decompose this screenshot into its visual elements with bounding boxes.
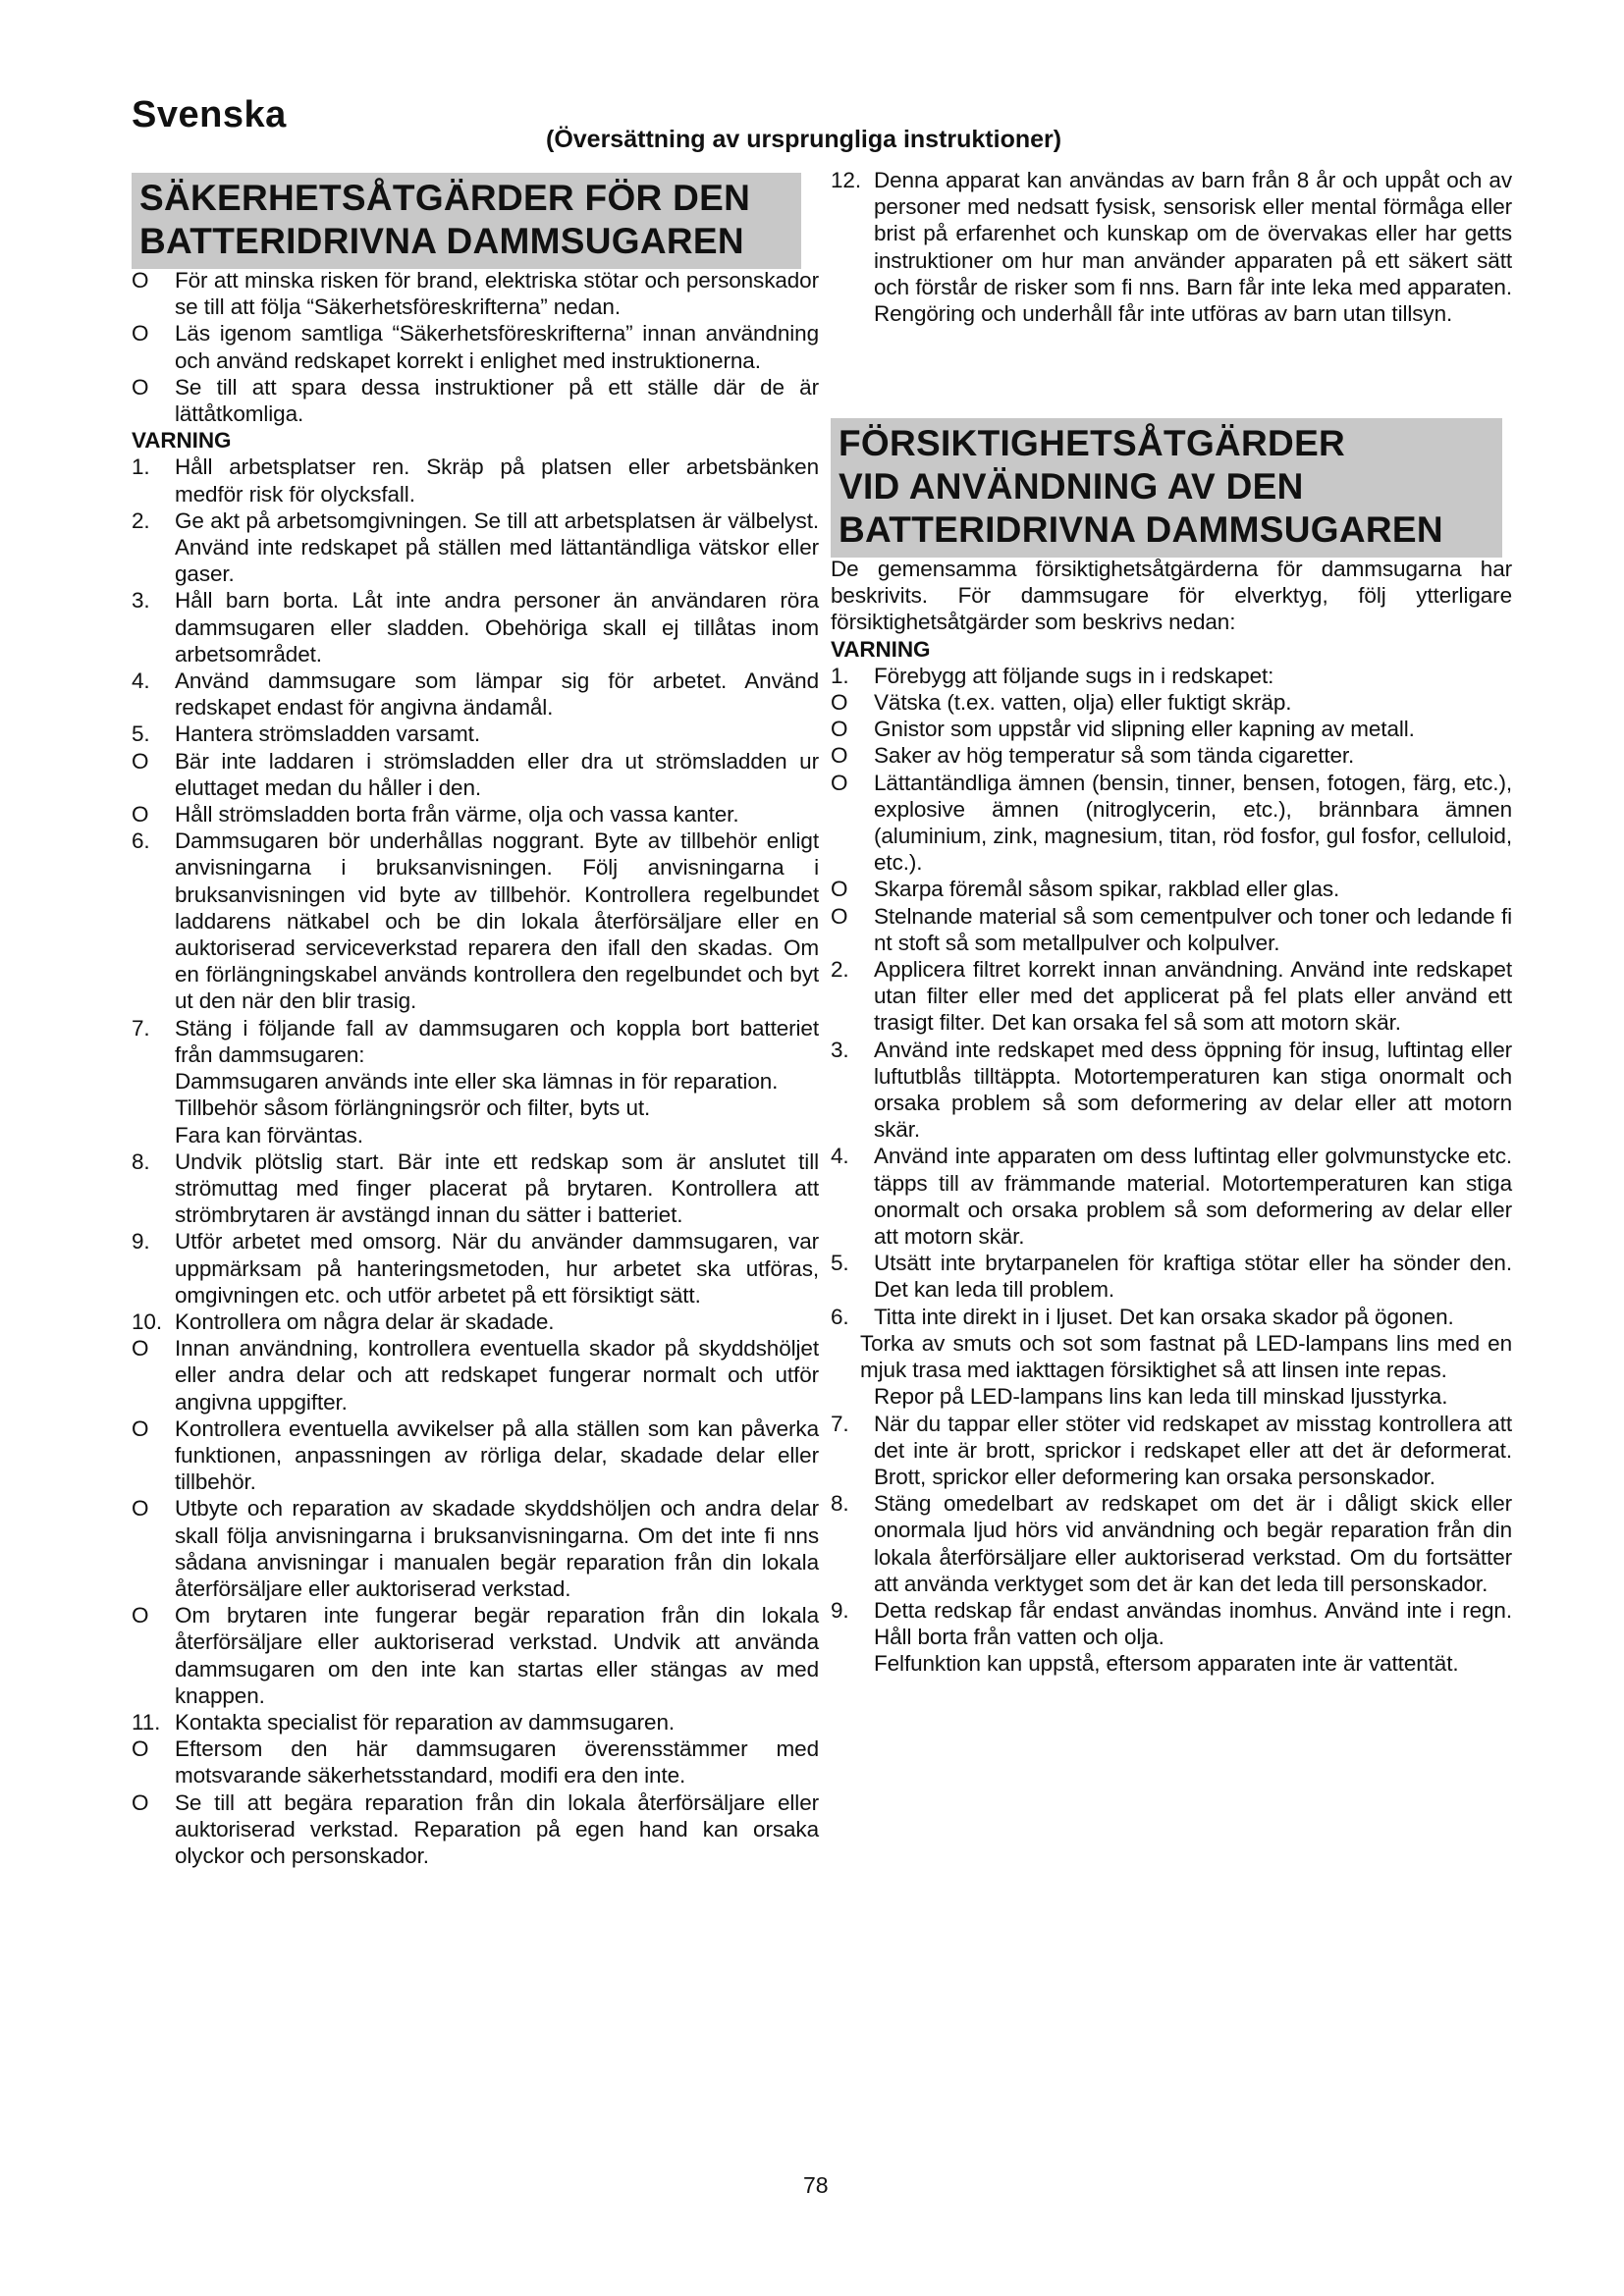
item-marker: O bbox=[132, 321, 149, 347]
left-section-heading bbox=[132, 173, 801, 269]
left-column bbox=[132, 267, 819, 1869]
paragraph: Repor på LED-lampans lins kan leda till minskad ljusstyrka. bbox=[874, 1384, 1448, 1410]
list-item bbox=[132, 748, 819, 801]
warning-label: VARNING bbox=[831, 636, 931, 662]
list-item bbox=[831, 770, 1512, 877]
item-marker: 9. bbox=[831, 1597, 849, 1623]
item-marker: O bbox=[132, 1415, 149, 1441]
item-marker: 12. bbox=[831, 168, 861, 192]
list-item bbox=[831, 1037, 1512, 1144]
item-marker: O bbox=[132, 268, 149, 293]
item-text: Håll barn borta. Låt inte andra personer än användaren röra dammsugaren eller sladden. Obehöriga skall ej tillåtas inom arbetsområdet. bbox=[175, 588, 819, 667]
item-text: Lättantändliga ämnen (bensin, tinner, bensen, fotogen, färg, etc.), explosive ämnen (nitroglycerin, etc.), brännbara ämnen (aluminium, zink, magnesium, titan, röd fosfor, gul fosfor, celluloid, etc.). bbox=[874, 770, 1512, 876]
right-section-heading bbox=[831, 418, 1502, 558]
item-text: Använd inte apparaten om dess luftintag eller golvmunstycke etc. täpps till av främmande material. Motortemperaturen kan stiga onormalt och orsaka problem så som deformering av delar eller att motorn skär. bbox=[874, 1144, 1512, 1250]
item-text: Utför arbetet med omsorg. När du använder dammsugaren, var uppmärksam på hanteringsmetoden, hur arbetet ska utföras, omgivningen etc. och utför arbetet på ett försiktigt sätt. bbox=[175, 1229, 819, 1308]
item-text: Eftersom den här dammsugaren överensstämmer med motsvarande säkerhetsstandard, modifi era den inte. bbox=[175, 1736, 819, 1789]
item-text: Se till att begära reparation från din lokala återförsäljare eller auktoriserad verkstad. Reparation på egen hand kan orsaka olyckor och personskador. bbox=[175, 1789, 819, 1868]
item-marker: 4. bbox=[831, 1144, 849, 1169]
item-marker: 6. bbox=[831, 1304, 849, 1329]
list-item bbox=[132, 801, 819, 828]
item-text: Använd inte redskapet med dess öppning för insug, luftintag eller luftutblås tilltäppta. Motortemperaturen kan stiga onormalt och orsaka problem så som deformering av delar eller att motorn skär. bbox=[874, 1037, 1512, 1143]
item-text: Läs igenom samtliga “Säkerhetsföreskrifterna” innan användning och använd redskapet korrekt i enlighet med instruktionerna. bbox=[175, 321, 819, 373]
item-marker: 2. bbox=[831, 957, 849, 983]
list-item bbox=[132, 1228, 819, 1308]
item-marker: 8. bbox=[831, 1491, 849, 1517]
item-marker: O bbox=[831, 770, 848, 795]
item-text: Applicera filtret korrekt innan användning. Använd inte redskapet utan filter eller med det applicerat på fel plats eller använd ett trasigt filter. Det kan orsaka fel så som att motorn skär. bbox=[874, 957, 1512, 1036]
item-marker: O bbox=[831, 903, 848, 929]
list-item bbox=[132, 1415, 819, 1496]
left-heading-line: SÄKERHETSÅTGÄRDER FÖR DEN bbox=[139, 178, 751, 218]
item-text: Håll arbetsplatser ren. Skräp på platsen eller arbetsbänken medför risk för olycksfall. bbox=[175, 454, 819, 507]
item-marker: O bbox=[831, 743, 848, 769]
warning-label: VARNING bbox=[132, 428, 232, 454]
right-column-top bbox=[831, 167, 1512, 327]
list-item bbox=[132, 587, 819, 667]
list-item bbox=[132, 1735, 819, 1789]
right-heading-line: VID ANVÄNDNING AV DEN bbox=[839, 466, 1304, 507]
list-item bbox=[132, 320, 819, 373]
list-item bbox=[132, 374, 819, 427]
list-item bbox=[831, 1304, 1512, 1330]
list-item bbox=[831, 903, 1512, 956]
item-text: Innan användning, kontrollera eventuella skador på skyddshöljet eller andra delar och att redskapet fungerar normalt och utför angivna uppgifter. bbox=[175, 1336, 819, 1415]
item-text: Bär inte laddaren i strömsladden eller dra ut strömsladden ur eluttaget medan du håller i den. bbox=[175, 748, 819, 800]
item-text: Se till att spara dessa instruktioner på ett ställe där de är lättåtkomliga. bbox=[175, 374, 819, 427]
item-text: Saker av hög temperatur så som tända cigaretter. bbox=[874, 743, 1355, 769]
list-item bbox=[132, 1602, 819, 1709]
list-item bbox=[831, 1411, 1512, 1491]
item-marker: 6. bbox=[132, 828, 150, 854]
item-marker: 8. bbox=[132, 1148, 150, 1174]
paragraph: Felfunktion kan uppstå, eftersom apparaten inte är vattentät. bbox=[874, 1651, 1459, 1677]
item-text: Undvik plötslig start. Bär inte ett redskap som är anslutet till strömuttag med finger placerat på brytaren. Kontrollera att strömbrytaren är avstängd innan du sätter i batteriet. bbox=[175, 1148, 819, 1228]
list-item bbox=[132, 1148, 819, 1229]
item-marker: O bbox=[831, 690, 848, 716]
item-marker: 3. bbox=[132, 588, 150, 614]
item-marker: 9. bbox=[132, 1229, 150, 1255]
item-marker: 3. bbox=[831, 1037, 849, 1062]
paragraph: Tillbehör såsom förlängningsrör och filter, byts ut. bbox=[175, 1095, 651, 1121]
paragraph: Dammsugaren används inte eller ska lämnas in för reparation. bbox=[175, 1069, 779, 1095]
item-marker: 2. bbox=[132, 507, 150, 533]
item-marker: 4. bbox=[132, 668, 150, 694]
list-item bbox=[132, 1495, 819, 1602]
list-item bbox=[831, 663, 1512, 689]
item-text: Skarpa föremål såsom spikar, rakblad eller glas. bbox=[874, 877, 1340, 902]
list-item bbox=[132, 1015, 819, 1068]
item-marker: 7. bbox=[132, 1015, 150, 1041]
paragraph: De gemensamma försiktighetsåtgärderna för dammsugarna har beskrivits. För dammsugare för elverktyg, följ ytterligare försiktighetsåtgärder som beskrivs nedan: bbox=[831, 557, 1512, 635]
item-text: Denna apparat kan användas av barn från 8 år och uppåt och av personer med nedsatt fysisk, sensorisk eller mental förmåga eller brist på erfarenhet och kunskap om de övervakas eller har getts instruktioner om hur man använder apparaten på ett säkert sätt och förstår de risker som fi nns. Barn får inte leka med apparaten. Rengöring och underhåll får inte utföras av barn utan tillsyn. bbox=[874, 168, 1512, 327]
item-text: Vätska (t.ex. vatten, olja) eller fuktigt skräp. bbox=[874, 690, 1292, 716]
item-text: Utbyte och reparation av skadade skyddshöljen och andra delar skall följa anvisningarna i bruksanvisningarna. Om det inte fi nns sådana anvisningar i manualen begär reparation från din lokala återförsäljare eller auktoriserad verkstad. bbox=[175, 1496, 819, 1601]
item-text: Utsätt inte brytarpanelen för kraftiga stötar eller ha sönder den. Det kan leda till problem. bbox=[874, 1251, 1512, 1303]
item-marker: O bbox=[831, 717, 848, 742]
translation-subtitle: (Översättning av ursprungliga instruktioner) bbox=[546, 126, 1062, 153]
list-item bbox=[132, 267, 819, 320]
item-text: Titta inte direkt in i ljuset. Det kan orsaka skador på ögonen. bbox=[874, 1304, 1454, 1329]
list-item bbox=[831, 689, 1512, 716]
item-text: Om brytaren inte fungerar begär reparation från din lokala återförsäljare eller auktoriserad verkstad. Undvik att använda dammsugaren om den inte kan startas eller stängas av med knappen. bbox=[175, 1603, 819, 1708]
right-heading-line: BATTERIDRIVNA DAMMSUGAREN bbox=[839, 509, 1443, 550]
item-marker: 1. bbox=[132, 454, 150, 480]
item-marker: O bbox=[132, 1736, 149, 1762]
item-marker: 11. bbox=[132, 1709, 161, 1735]
item-marker: O bbox=[132, 1336, 149, 1362]
item-text: Förebygg att följande sugs in i redskapet: bbox=[874, 663, 1274, 688]
language-title: Svenska bbox=[132, 94, 287, 135]
item-text: Använd dammsugare som lämpar sig för arbetet. Använd redskapet endast för angivna ändamål. bbox=[175, 668, 819, 721]
item-text: Stäng i följande fall av dammsugaren och koppla bort batteriet från dammsugaren: bbox=[175, 1015, 819, 1067]
item-text: Detta redskap får endast användas inomhus. Använd inte i regn. Håll borta från vatten och olja. bbox=[874, 1597, 1512, 1650]
item-marker: 10. bbox=[132, 1308, 162, 1334]
list-item bbox=[831, 167, 1512, 327]
item-marker: O bbox=[132, 1789, 149, 1815]
item-text: Håll strömsladden borta från värme, olja och vassa kanter. bbox=[175, 802, 739, 828]
list-item bbox=[132, 507, 819, 588]
item-text: Ge akt på arbetsomgivningen. Se till att arbetsplatsen är välbelyst. Använd inte redskapet på ställen med lättantändliga vätskor eller gaser. bbox=[175, 507, 819, 587]
list-item bbox=[132, 1308, 819, 1335]
item-marker: 7. bbox=[831, 1411, 849, 1436]
item-marker: O bbox=[132, 1496, 149, 1522]
list-item bbox=[132, 667, 819, 721]
item-text: Hantera strömsladden varsamt. bbox=[175, 721, 480, 747]
item-text: Kontrollera eventuella avvikelser på alla ställen som kan påverka funktionen, anpassningen av rörliga delar, skadade delar eller tillbehör. bbox=[175, 1415, 819, 1495]
list-item bbox=[132, 1789, 819, 1870]
item-text: Kontrollera om några delar är skadade. bbox=[175, 1308, 555, 1334]
paragraph: Torka av smuts och sot som fastnat på LED-lampans lins med en mjuk trasa med iakttagen försiktighet så att linsen inte repas. bbox=[860, 1330, 1512, 1383]
item-text: För att minska risken för brand, elektriska stötar och personskador se till att följa “Säkerhetsföreskrifterna” nedan. bbox=[175, 268, 819, 320]
item-text: Gnistor som uppstår vid slipning eller kapning av metall. bbox=[874, 717, 1415, 742]
item-text: Dammsugaren bör underhållas noggrant. Byte av tillbehör enligt anvisningarna i bruksanvisningen. Följ anvisningarna i bruksanvisningen vid byte av tillbehör. Kontrollera regelbundet laddarens nätkabel och be din lokala återförsäljare eller en auktoriserad serviceverkstad reparera den ifall den skadas. Om en förlängningskabel används kontrollera den regelbundet och byt ut den när den blir trasig. bbox=[175, 828, 819, 1014]
item-text: När du tappar eller stöter vid redskapet av misstag kontrollera att det inte är brott, sprickor i redskapet eller att det är deformerat. Brott, sprickor eller deformering kan orsaka personskador. bbox=[874, 1411, 1512, 1489]
list-item bbox=[831, 876, 1512, 902]
item-marker: O bbox=[132, 374, 149, 400]
list-item bbox=[831, 1143, 1512, 1250]
item-marker: 1. bbox=[831, 663, 849, 688]
item-marker: 5. bbox=[831, 1251, 849, 1276]
paragraph: Fara kan förväntas. bbox=[175, 1122, 363, 1148]
item-marker: O bbox=[831, 877, 848, 902]
item-text: Stäng omedelbart av redskapet om det är i dåligt skick eller onormala ljud hörs vid användning och begär reparation från din lokala återförsäljare eller auktoriserad verkstad. Om du fortsätter att använda verktyget som det är kan det leda till personskador. bbox=[874, 1491, 1512, 1596]
list-item bbox=[132, 828, 819, 1014]
page-number: 78 bbox=[803, 2172, 829, 2198]
right-column bbox=[831, 556, 1512, 1678]
item-text: Stelnande material så som cementpulver och toner och ledande fi nt stoft så som metallpulver och kolpulver. bbox=[874, 903, 1512, 955]
left-heading-line: BATTERIDRIVNA DAMMSUGAREN bbox=[139, 221, 744, 261]
item-text: Kontakta specialist för reparation av dammsugaren. bbox=[175, 1709, 676, 1735]
list-item bbox=[831, 1490, 1512, 1597]
item-marker: O bbox=[132, 1603, 149, 1629]
right-heading-line: FÖRSIKTIGHETSÅTGÄRDER bbox=[839, 423, 1346, 463]
item-marker: O bbox=[132, 802, 149, 828]
list-item bbox=[831, 1250, 1512, 1303]
list-item bbox=[831, 716, 1512, 742]
item-marker: O bbox=[132, 748, 149, 774]
list-item bbox=[132, 1709, 819, 1735]
list-item bbox=[132, 1335, 819, 1415]
list-item bbox=[831, 742, 1512, 769]
list-item bbox=[831, 956, 1512, 1037]
list-item bbox=[132, 454, 819, 507]
list-item bbox=[831, 1597, 1512, 1650]
list-item bbox=[132, 721, 819, 747]
item-marker: 5. bbox=[132, 721, 150, 747]
